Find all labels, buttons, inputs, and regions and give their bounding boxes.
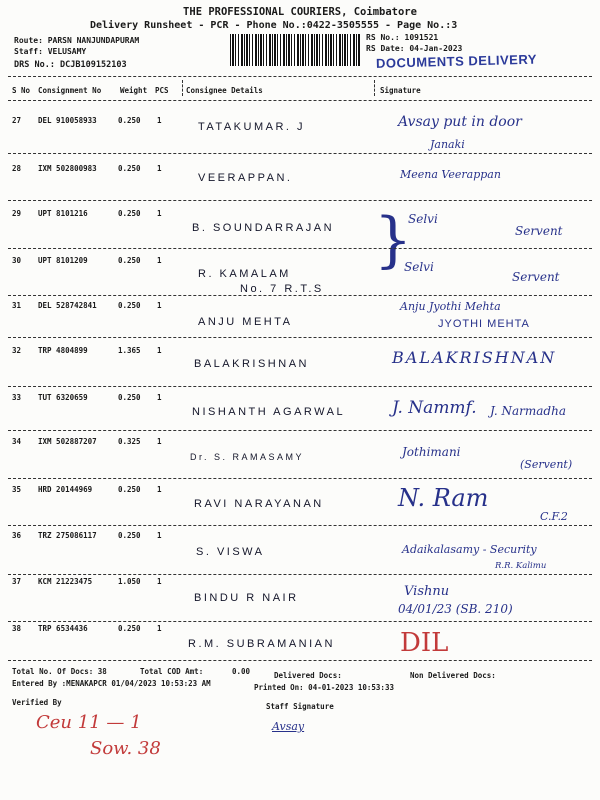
col-pcs: PCS [155, 86, 169, 95]
row-pcs: 1 [157, 346, 162, 355]
row-pcs: 1 [157, 624, 162, 633]
verified-by: Verified By [12, 698, 62, 707]
row-consignment: HRD 20144969 [38, 485, 93, 494]
row-consignment: DEL 528742841 [38, 301, 97, 310]
verify-count-line1: Ceu 11 — 1 [36, 712, 142, 733]
row-note: 04/01/23 (SB. 210) [398, 602, 513, 616]
drs-number: DRS No.: DCJB109152103 [14, 60, 127, 70]
delivered-docs: Delivered Docs: [274, 671, 342, 680]
divider [8, 525, 592, 526]
row-consignee: Dr. S. RAMASAMY [190, 452, 305, 462]
row-note: J. Narmadha [490, 404, 566, 418]
row-pcs: 1 [157, 437, 162, 446]
divider [8, 337, 592, 338]
row-note: JYOTHI MEHTA [438, 318, 530, 330]
row-note: C.F.2 [540, 510, 568, 523]
total-docs: Total No. Of Docs: 38 [12, 667, 107, 676]
row-pcs: 1 [157, 577, 162, 586]
row-weight: 0.250 [118, 485, 141, 494]
row-consignee: TATAKUMAR. J [198, 121, 305, 133]
rs-number: RS No.: 1091521 [366, 33, 439, 42]
row-weight: 1.365 [118, 346, 141, 355]
divider [8, 200, 592, 201]
row-sno: 38 [12, 624, 22, 633]
row-pcs: 1 [157, 209, 162, 218]
total-cod-value: 0.00 [232, 667, 251, 676]
row-consignment: IXM 502887207 [38, 437, 97, 446]
row-signature: Adaikalasamy - Security [402, 543, 537, 556]
divider [8, 248, 592, 249]
row-weight: 0.250 [118, 256, 141, 265]
col-consignee: Consignee Details [186, 86, 263, 95]
col-sep [182, 80, 183, 96]
divider [8, 100, 592, 101]
row-consignee: NISHANTH AGARWAL [192, 406, 346, 418]
divider [8, 574, 592, 575]
row-sno: 37 [12, 577, 22, 586]
row-signature: Meena Veerappan [400, 168, 501, 181]
row-consignee: R. KAMALAM [198, 268, 291, 280]
divider [8, 660, 592, 661]
total-cod-label: Total COD Amt: [140, 667, 204, 676]
divider [8, 621, 592, 622]
row-sno: 35 [12, 485, 22, 494]
row-consignment: UPT 8101216 [38, 209, 88, 218]
row-weight: 0.250 [118, 624, 141, 633]
row-pcs: 1 [157, 393, 162, 402]
row-consignee-extra: No. 7 R.T.S [240, 283, 324, 295]
row-consignment: KCM 21223475 [38, 577, 93, 586]
col-sep [374, 80, 375, 96]
row-note: (Servent) [520, 458, 573, 471]
staff-signature-label: Staff Signature [266, 702, 334, 711]
row-weight: 0.250 [118, 301, 141, 310]
row-weight: 0.250 [118, 531, 141, 540]
row-consignee: BALAKRISHNAN [194, 358, 309, 370]
row-sno: 28 [12, 164, 22, 173]
divider [8, 153, 592, 154]
divider [8, 386, 592, 387]
row-sno: 36 [12, 531, 22, 540]
row-signature: N. Ram [398, 484, 489, 512]
row-consignment: UPT 8101209 [38, 256, 88, 265]
row-pcs: 1 [157, 531, 162, 540]
divider [8, 478, 592, 479]
row-signature: Anju Jyothi Mehta [400, 300, 501, 313]
col-sno: S No [12, 86, 31, 95]
row-pcs: 1 [157, 116, 162, 125]
row-pcs: 1 [157, 164, 162, 173]
row-consignee: B. SOUNDARRAJAN [192, 222, 335, 234]
route: Route: PARSN NANJUNDAPURAM [14, 36, 140, 45]
row-weight: 0.250 [118, 393, 141, 402]
row-sno: 29 [12, 209, 22, 218]
staff-signature: Avsay [272, 720, 305, 733]
row-signature: Jothimani [402, 445, 461, 459]
col-consignment: Consignment No [38, 86, 102, 95]
col-weight: Weight [120, 86, 148, 95]
row-consignee: VEERAPPAN. [198, 172, 293, 184]
row-signature: Vishnu [404, 584, 450, 599]
row-consignment: TRP 6534436 [38, 624, 88, 633]
row-consignee: BINDU R NAIR [194, 592, 299, 604]
row-consignee: R.M. SUBRAMANIAN [188, 638, 335, 650]
row-pcs: 1 [157, 485, 162, 494]
row-pcs: 1 [157, 256, 162, 265]
row-consignment: TUT 6320659 [38, 393, 88, 402]
row-consignee: RAVI NARAYANAN [194, 498, 324, 510]
runsheet-line: Delivery Runsheet - PCR - Phone No.:0422-3505555 - Page No.:3 [90, 20, 458, 31]
rs-date: RS Date: 04-Jan-2023 [366, 44, 463, 53]
row-sno: 30 [12, 256, 22, 265]
company-title: THE PROFESSIONAL COURIERS, Coimbatore [183, 6, 417, 18]
row-consignment: TRZ 275086117 [38, 531, 97, 540]
printed-on: Printed On: 04-01-2023 10:53:33 [254, 683, 394, 692]
row-consignee: S. VISWA [196, 546, 265, 558]
row-signature: Avsay put in door [398, 114, 522, 130]
row-signature: Selvi [404, 260, 434, 274]
row-sno: 27 [12, 116, 22, 125]
row-note: Servent [512, 270, 560, 284]
row-sno: 31 [12, 301, 22, 310]
row-pcs: 1 [157, 301, 162, 310]
row-note: R.R. Kalimu [495, 561, 547, 571]
row-weight: 1.050 [118, 577, 141, 586]
row-consignment: IXM 502800983 [38, 164, 97, 173]
divider [8, 76, 592, 77]
barcode [230, 34, 360, 66]
verify-count-line2: Sow. 38 [90, 738, 161, 759]
divider [8, 295, 592, 296]
row-consignee: ANJU MEHTA [198, 316, 293, 328]
row-note: Janaki [430, 138, 465, 151]
col-signature: Signature [380, 86, 421, 95]
entered-by: Entered By :MENAKAPCR 01/04/2023 10:53:23 AM [12, 679, 211, 688]
row-weight: 0.250 [118, 209, 141, 218]
row-signature: Selvi [408, 212, 438, 226]
row-signature: J. Nammf. [392, 398, 477, 418]
documents-delivery-stamp: DOCUMENTS DELIVERY [375, 51, 538, 71]
row-weight: 0.250 [118, 164, 141, 173]
row-sno: 32 [12, 346, 22, 355]
row-signature: DIL [400, 628, 449, 658]
row-sno: 33 [12, 393, 22, 402]
staff: Staff: VELUSAMY [14, 47, 87, 56]
row-sno: 34 [12, 437, 22, 446]
divider [8, 430, 592, 431]
row-signature: BALAKRISHNAN [392, 348, 557, 367]
row-note: Servent [515, 224, 563, 238]
brace-mark: } [374, 205, 413, 275]
row-consignment: TRP 4804899 [38, 346, 88, 355]
non-delivered-docs: Non Delivered Docs: [410, 671, 496, 680]
row-weight: 0.325 [118, 437, 141, 446]
row-weight: 0.250 [118, 116, 141, 125]
row-consignment: DEL 910058933 [38, 116, 97, 125]
